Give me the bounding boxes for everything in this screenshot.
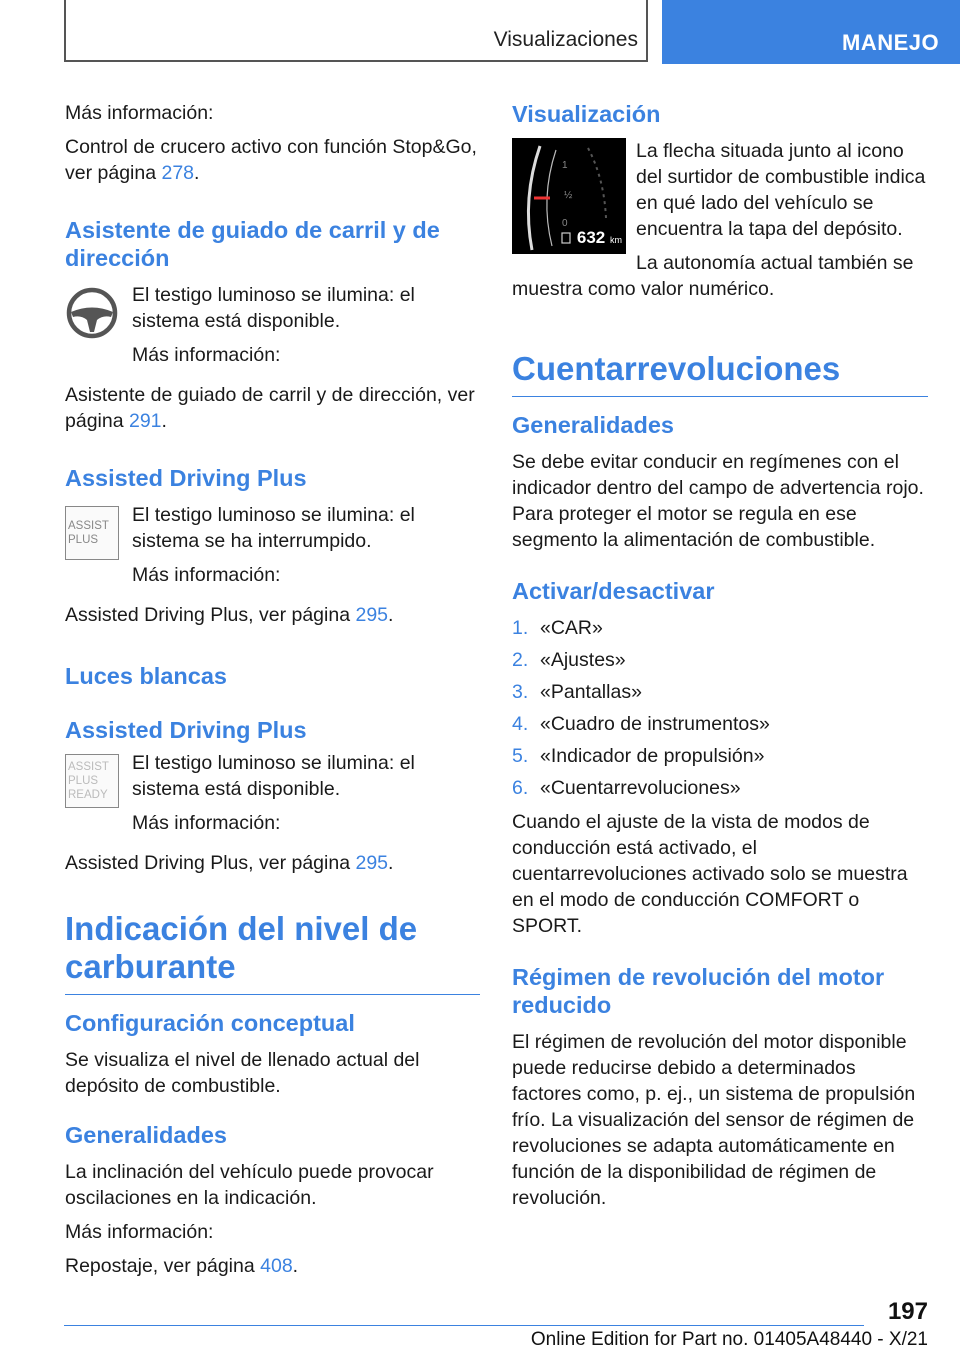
intro-more-label: Más información: [65, 102, 214, 124]
page-link-295[interactable]: 295 [355, 604, 389, 626]
section-title-reduced-rpm: Régimen de revolución del motor reducido [512, 964, 885, 1018]
chapter-title-tachometer: Cuentarrevoluciones [512, 350, 928, 397]
intro-reference: Control de crucero activo con función Stop&Go, ver página 278. [65, 136, 477, 184]
reduced-rpm-text: El régimen de revolución del motor disponible puede reducirse debido a determinados factores como, p. ej., un sistema de propulsión frío. La visualización del sensor de régimen de revoluciones se adapta automáticamente en función de la disponibilidad de régimen de revolución. [512, 1031, 916, 1209]
general-more-label: Más información: [65, 1221, 214, 1243]
step-item: 4. «Cuadro de instrumentos» [512, 713, 770, 735]
svg-text:0: 0 [562, 218, 568, 229]
general-reference: Repostaje, ver página 408. [65, 1255, 299, 1277]
section-title-tach-general: Generalidades [512, 412, 674, 438]
tach-general-text: Se debe evitar conducir en regímenes con el indicador dentro del campo de advertencia rojo. Para proteger el motor se regula en ese segmento la alimentación de combustible. [512, 451, 924, 551]
step-item: 6. «Cuentarrevoluciones» [512, 777, 741, 799]
lane-assist-indicator [65, 282, 480, 376]
range-unit: km [610, 235, 622, 245]
section-title-assisted-driving-plus: Assisted Driving Plus [65, 465, 307, 491]
assist-plus-ready-reference: Assisted Driving Plus, ver página 295. [65, 852, 394, 874]
page-number: 197 [887, 1298, 928, 1325]
activation-note: Cuando el ajuste de la vista de modos de conducción está activado, el cuentarrevoluciones activado solo se muestra en el modo de conducción COMFORT o SPORT. [512, 811, 908, 937]
left-column [65, 100, 480, 1287]
assist-plus-text: El testigo luminoso se ilumina: el sistema se ha interrumpido. [132, 504, 415, 552]
range-value: 632 [576, 228, 606, 247]
assist-plus-ready-indicator [65, 750, 480, 844]
assist-plus-reference: Assisted Driving Plus, ver página 295. [65, 604, 394, 626]
right-column [512, 100, 928, 1219]
page-link-291[interactable]: 291 [128, 410, 162, 432]
section-title-assisted-driving-plus-ready: Assisted Driving Plus [65, 717, 307, 743]
assist-plus-ready-text: El testigo luminoso se ilumina: el sistema está disponible. [132, 752, 415, 800]
assist-plus-ready-icon: ASSIST PLUS READY [65, 754, 119, 808]
header-section-title: Visualizaciones [493, 28, 638, 51]
lane-assist-reference: Asistente de guiado de carril y de dirección, ver página 291. [65, 384, 475, 432]
step-item: 5. «Indicador de propulsión» [512, 745, 765, 767]
display-text-arrow: La flecha situada junto al icono del surtidor de combustible indica en qué lado del vehículo se encuentra la tapa del depósito. [636, 140, 926, 240]
step-item: 1. «CAR» [512, 617, 603, 639]
fuel-gauge-image [512, 138, 626, 254]
footer-edition: Online Edition for Part no. 01405A48440 - X/21 [530, 1329, 928, 1350]
concept-text: Se visualiza el nivel de llenado actual del depósito de combustible. [65, 1049, 420, 1097]
activation-steps [512, 615, 928, 801]
section-title-general: Generalidades [65, 1122, 227, 1148]
assist-plus-ready-more-label: Más información: [132, 812, 281, 834]
section-title-concept: Configuración conceptual [65, 1010, 355, 1036]
step-item: 3. «Pantallas» [512, 681, 642, 703]
step-item: 2. «Ajustes» [512, 649, 626, 671]
page-link-295-b[interactable]: 295 [355, 852, 389, 874]
general-text: La inclinación del vehículo puede provocar oscilaciones en la indicación. [65, 1161, 434, 1209]
assist-plus-more-label: Más información: [132, 564, 281, 586]
chapter-title-fuel-level: Indicación del nivel de carburante [65, 910, 480, 995]
section-title-display: Visualización [512, 101, 661, 127]
footer-divider [64, 1325, 864, 1326]
svg-text:½: ½ [564, 190, 573, 201]
svg-text:1: 1 [562, 160, 568, 171]
display-text-range: La autonomía actual también se muestra como valor numérico. [512, 252, 914, 300]
steering-wheel-icon [65, 286, 119, 345]
assist-plus-icon: ASSIST PLUS [65, 506, 119, 560]
header-chapter-tab: MANEJO [662, 0, 960, 64]
section-title-white-lights: Luces blancas [65, 663, 227, 689]
section-title-activate: Activar/desactivar [512, 578, 715, 604]
page-link-278[interactable]: 278 [161, 162, 195, 184]
section-title-lane-assist: Asistente de guiado de carril y de dirección [65, 217, 440, 271]
lane-assist-more-label: Más información: [132, 344, 281, 366]
page-link-408[interactable]: 408 [260, 1255, 293, 1277]
lane-assist-text: El testigo luminoso se ilumina: el sistema está disponible. [132, 284, 415, 332]
assist-plus-indicator [65, 502, 480, 596]
